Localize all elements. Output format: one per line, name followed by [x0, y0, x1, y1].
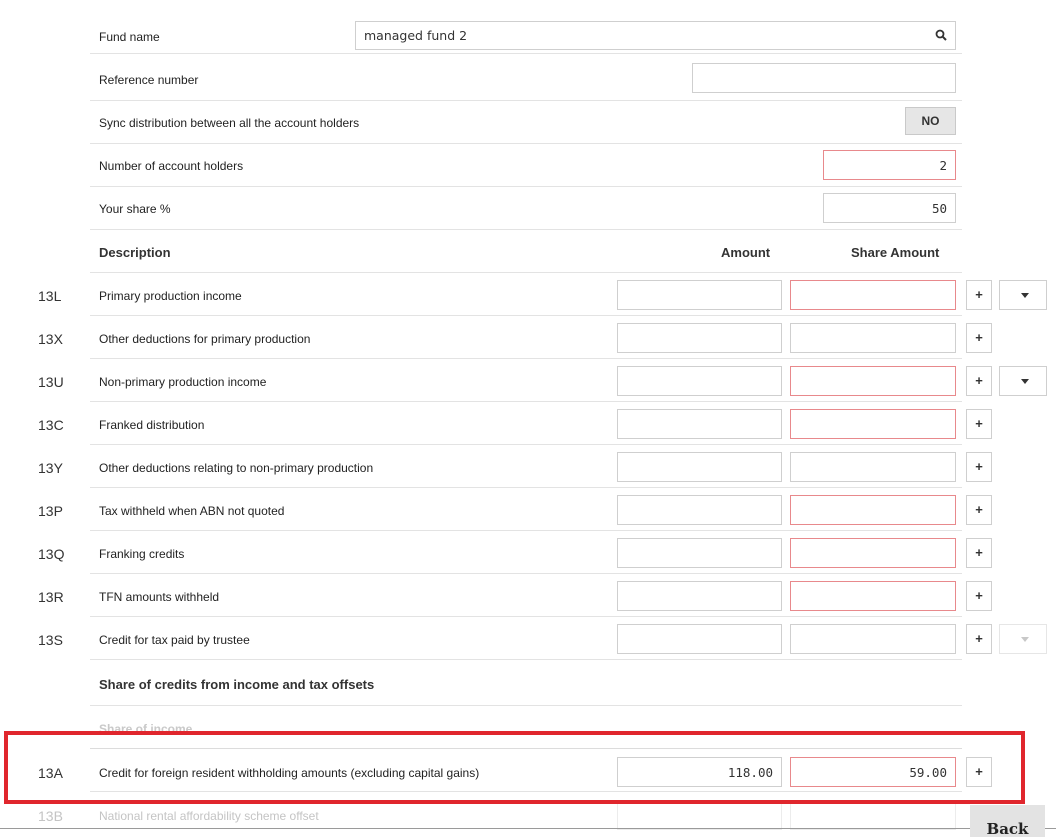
amount-input[interactable] [617, 581, 782, 611]
amount-input[interactable] [617, 323, 782, 353]
credits-section-title: Share of credits from income and tax offsets [99, 677, 375, 692]
fund-name-input[interactable] [355, 21, 956, 50]
share-amount-input[interactable] [790, 323, 956, 353]
share-value: 50 [931, 201, 947, 216]
amount-input[interactable] [617, 624, 782, 654]
item-label: Credit for tax paid by trustee [99, 633, 250, 647]
holders-label: Number of account holders [99, 159, 244, 173]
item-code: 13A [38, 765, 63, 781]
back-button[interactable]: Back [970, 805, 1045, 837]
share-amount-input[interactable] [790, 538, 956, 568]
fund-name-value: managed fund 2 [364, 28, 468, 43]
share-of-income-subheading: Share of income [99, 722, 193, 736]
chevron-down-icon [1021, 293, 1029, 298]
item-label: National rental affordability scheme offset [99, 809, 319, 823]
add-button[interactable]: + [966, 323, 992, 353]
add-button[interactable]: + [966, 538, 992, 568]
item-label: Primary production income [99, 289, 242, 303]
chevron-down-icon [1021, 637, 1029, 642]
highlight-annotation [4, 731, 1025, 804]
holders-value: 2 [939, 158, 947, 173]
item-label: Other deductions for primary production [99, 332, 311, 346]
add-button[interactable]: + [966, 409, 992, 439]
footer-divider [0, 828, 1056, 829]
item-code: 13Q [38, 546, 65, 562]
item-label: Franked distribution [99, 418, 205, 432]
amount-header: Amount [721, 245, 771, 260]
item-code: 13U [38, 374, 64, 390]
add-button[interactable]: + [966, 452, 992, 482]
share-label: Your share % [99, 202, 171, 216]
sync-label: Sync distribution between all the account holders [99, 116, 360, 130]
chevron-down-icon [1021, 379, 1029, 384]
description-header: Description [99, 245, 171, 260]
share-amount-input[interactable] [790, 409, 956, 439]
add-button[interactable]: + [966, 280, 992, 310]
item-label: TFN amounts withheld [99, 590, 220, 604]
item-label: Other deductions relating to non-primary production [99, 461, 374, 475]
share-amount-input[interactable] [790, 800, 956, 830]
item-code: 13P [38, 503, 63, 519]
add-button[interactable]: + [966, 366, 992, 396]
reference-input[interactable] [692, 63, 956, 93]
reference-label: Reference number [99, 73, 199, 87]
dropdown-button[interactable] [999, 366, 1047, 396]
amount-input[interactable] [617, 409, 782, 439]
amount-input[interactable] [617, 495, 782, 525]
item-code: 13C [38, 417, 64, 433]
amount-value: 118.00 [727, 765, 773, 780]
dropdown-button [999, 624, 1047, 654]
search-icon[interactable] [935, 29, 947, 41]
item-label: Credit for foreign resident withholding amounts (excluding capital gains) [99, 766, 480, 780]
share-amount-input[interactable] [790, 452, 956, 482]
holders-input[interactable] [823, 150, 956, 180]
share-amount-value: 59.00 [909, 765, 947, 780]
amount-input[interactable] [617, 452, 782, 482]
share-amount-input[interactable] [790, 280, 956, 310]
sync-toggle-button[interactable]: NO [905, 107, 956, 135]
item-code: 13Y [38, 460, 63, 476]
share-amount-input[interactable] [790, 366, 956, 396]
item-label: Tax withheld when ABN not quoted [99, 504, 285, 518]
item-code: 13S [38, 632, 63, 648]
item-code: 13X [38, 331, 63, 347]
share-amount-header: Share Amount [851, 245, 940, 260]
item-code: 13B [38, 808, 63, 824]
add-button[interactable]: + [966, 581, 992, 611]
item-code: 13R [38, 589, 64, 605]
amount-input[interactable] [617, 538, 782, 568]
amount-input[interactable] [617, 280, 782, 310]
table-header-row [90, 229, 962, 273]
share-amount-input[interactable] [790, 624, 956, 654]
share-input[interactable] [823, 193, 956, 223]
item-code: 13L [38, 288, 62, 304]
amount-input[interactable] [617, 366, 782, 396]
add-button[interactable]: + [966, 757, 992, 787]
dropdown-button[interactable] [999, 280, 1047, 310]
item-label: Franking credits [99, 547, 185, 561]
share-amount-input[interactable] [790, 495, 956, 525]
share-amount-input[interactable] [790, 581, 956, 611]
add-button[interactable]: + [966, 495, 992, 525]
item-label: Non-primary production income [99, 375, 267, 389]
fund-name-label: Fund name [99, 30, 160, 44]
add-button[interactable]: + [966, 624, 992, 654]
amount-input[interactable] [617, 800, 782, 830]
